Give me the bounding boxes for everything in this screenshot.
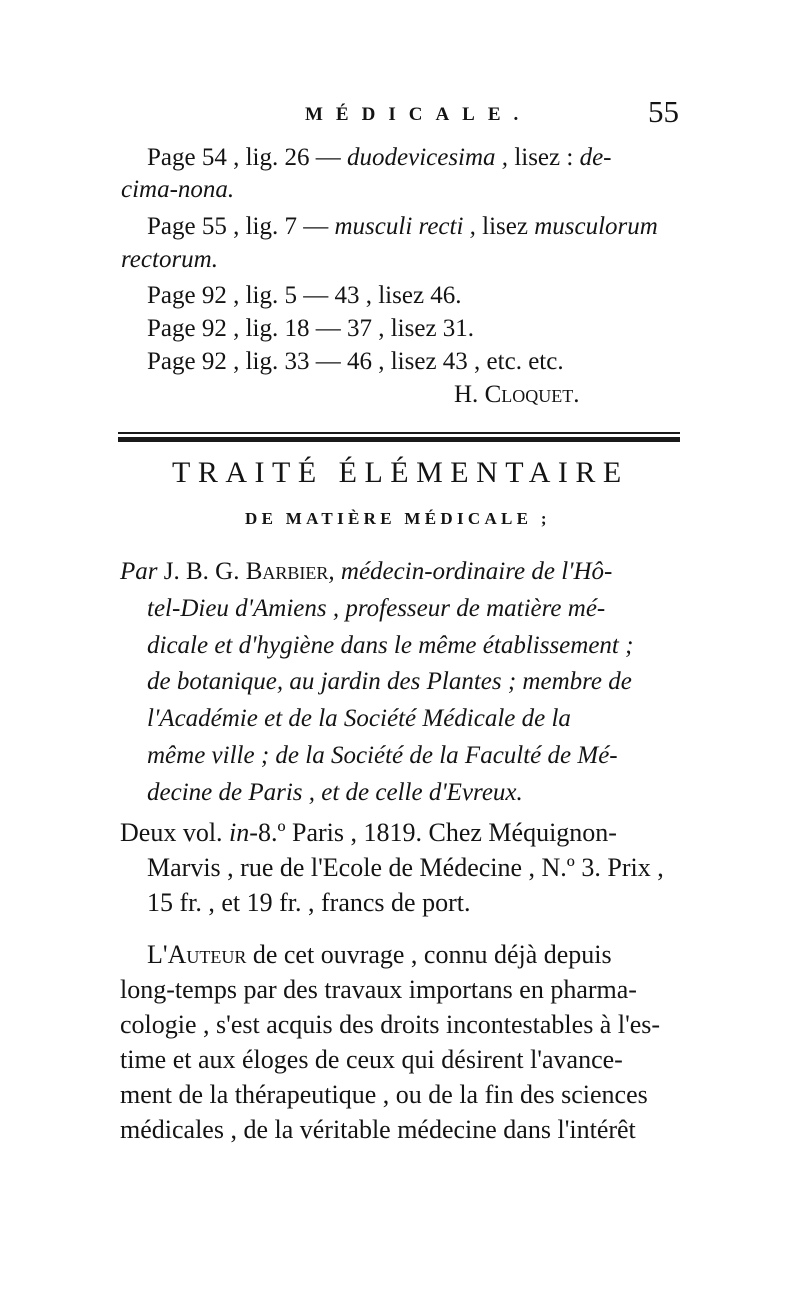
review-title: TRAITÉ ÉLÉMENTAIRE xyxy=(172,456,629,489)
author-role: , médecin-ordinaire de l'Hô- xyxy=(328,558,613,585)
erratum-1-fix-label: lisez : xyxy=(514,144,574,171)
erratum-1-ref: Page 54 , lig. 26 — xyxy=(147,144,341,171)
author-line-3: dicale et d'hygiène dans le même établissement ; xyxy=(147,632,634,659)
publication-line-2: Marvis , rue de l'Ecole de Médecine , N.º 3. Prix , xyxy=(147,853,664,882)
body-lead: L'Auteur xyxy=(147,940,247,969)
erratum-2-line-2: rectorum. xyxy=(121,246,218,273)
erratum-2-ref: Page 55 , lig. 7 — xyxy=(147,213,329,240)
author-line-7: decine de Paris , et de celle d'Evreux. xyxy=(147,779,523,806)
author-initials: J. B. G. xyxy=(157,558,246,585)
rule-thick xyxy=(118,437,680,442)
author-line-2: tel-Dieu d'Amiens , professeur de matière mé- xyxy=(147,595,606,622)
body-line-1 xyxy=(147,940,612,970)
publication-format: in xyxy=(229,818,250,847)
body-line-2: long-temps par des travaux importans en pharma- xyxy=(120,975,637,1004)
errata-signature xyxy=(454,380,579,410)
author-name: Barbier xyxy=(245,558,329,585)
erratum-1-line-1 xyxy=(147,143,612,173)
publication-line-1 xyxy=(120,818,617,848)
review-subtitle: DE MATIÈRE MÉDICALE ; xyxy=(245,509,551,528)
author-prefix: Par xyxy=(120,558,158,585)
erratum-2-line-1 xyxy=(147,212,658,242)
rule-thin xyxy=(118,432,680,434)
running-title: MÉDICALE. xyxy=(305,104,532,125)
body-line-5: ment de la thérapeutique , ou de la fin des sciences xyxy=(120,1080,648,1109)
publication-line-3: 15 fr. , et 19 fr. , francs de port. xyxy=(147,888,471,917)
erratum-1-line-2: cima-nona. xyxy=(121,176,235,203)
body-line-3: cologie , s'est acquis des droits incontestables à l'es- xyxy=(120,1010,661,1039)
erratum-1-fix: de- xyxy=(579,144,612,171)
erratum-4: Page 92 , lig. 18 — 37 , lisez 31. xyxy=(147,315,475,342)
erratum-1-wrong: duodevicesima , xyxy=(347,144,509,171)
publication-volumes: Deux vol. xyxy=(120,818,223,847)
page-number: 55 xyxy=(648,94,679,129)
erratum-5: Page 92 , lig. 33 — 46 , lisez 43 , etc. etc. xyxy=(147,348,564,375)
author-line-5: l'Académie et de la Société Médicale de la xyxy=(147,705,571,732)
erratum-3: Page 92 , lig. 5 — 43 , lisez 46. xyxy=(147,282,462,309)
erratum-2-fix-label: lisez xyxy=(482,213,528,240)
author-line-6: même ville ; de la Société de la Faculté de Mé- xyxy=(147,742,618,769)
author-line-1 xyxy=(120,558,612,586)
author-line-4: de botanique, au jardin des Plantes ; membre de xyxy=(147,668,632,695)
publication-place: -8.º Paris , 1819. Chez Méquignon- xyxy=(249,818,617,847)
erratum-2-wrong: musculi recti , xyxy=(334,213,476,240)
body-line-6: médicales , de la véritable médecine dans l'intérêt xyxy=(120,1115,636,1144)
body-line-1-text: de cet ouvrage , connu déjà depuis xyxy=(246,940,612,969)
signature-name: Cloquet. xyxy=(484,381,580,408)
erratum-2-fix: musculorum xyxy=(534,213,658,240)
signature-initial: H. xyxy=(454,381,479,408)
body-line-4: time et aux éloges de ceux qui désirent l'avance- xyxy=(120,1045,623,1074)
